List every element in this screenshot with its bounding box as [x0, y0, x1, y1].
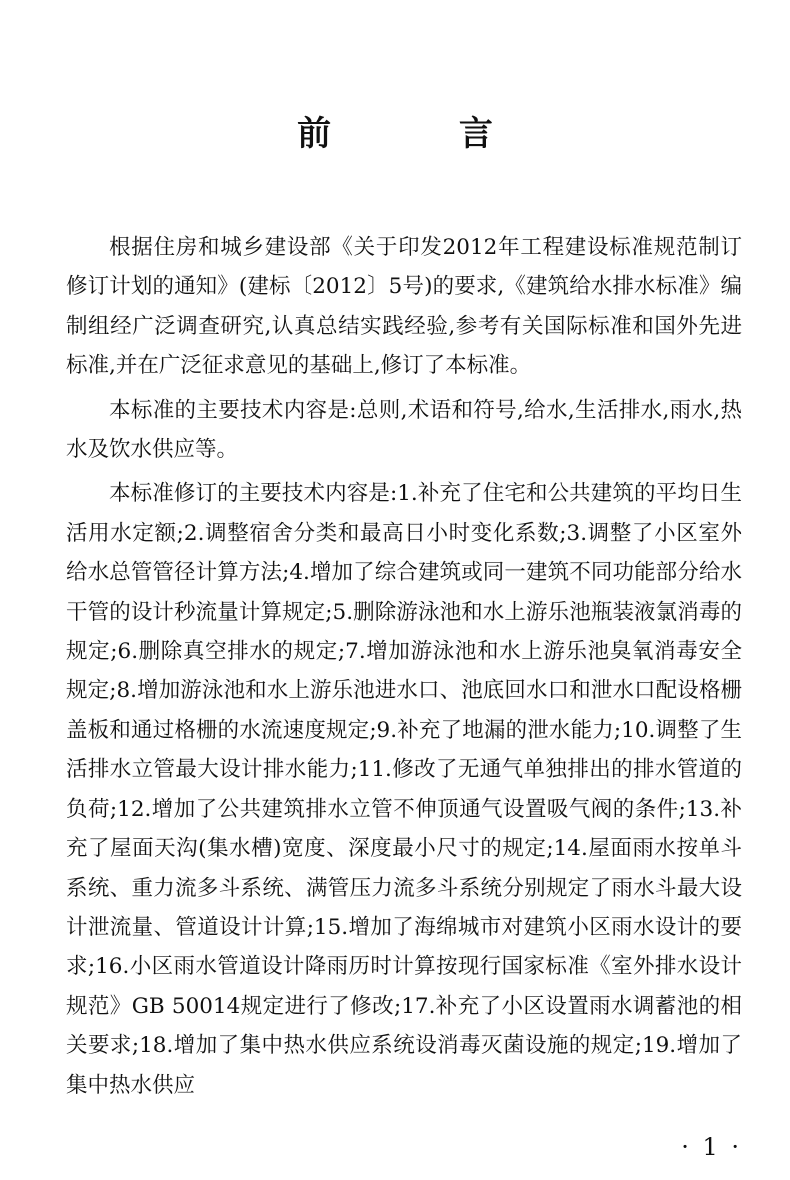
page-number: · 1 · — [681, 1133, 742, 1161]
document-body — [66, 228, 742, 1105]
paragraph-main-content: 本标准的主要技术内容是:总则,术语和符号,给水,生活排水,雨水,热水及饮水供应等。 — [66, 397, 742, 463]
paragraph-revision-content: 本标准修订的主要技术内容是:1.补充了住宅和公共建筑的平均日生活用水定额;2.调整宿舍分类和最高日小时变化系数;3.调整了小区室外给水总管管径计算方法;4.增加了综合建筑或同一建筑不同功能部分给水干管的设计秒流量计算规定;5.删除游泳池和水上游乐池瓶装液氯消毒的规定;6.删除真空排水的规定;7.增加游泳池和水上游乐池臭氧消毒安全规定;8.增加游泳池和水上游乐池进水口、池底回水口和泄水口配设格栅盖板和通过格栅的水流速度规定;9.补充了地漏的泄水能力;10.调整了生活排水立管最大设计排水能力;11.修改了无通气单独排出的排水管道的负荷;12.增加了公共建筑排水立管不伸顶通气设置吸气阀的条件;13.补充了屋面天沟(集水槽)宽度、深度最小尺寸的规定;14.屋面雨水按单斗系统、重力流多斗系统、满管压力流多斗系统分别规定了雨水斗最大设计泄流量、管道设计计算;15.增加了海绵城市对建筑小区雨水设计的要求;16.小区雨水管道设计降雨历时计算按现行国家标准《室外排水设计规范》GB 50014规定进行了修改;17.补充了小区设置雨水调蓄池的相关要求;18.增加了集中热水供应系统设消毒灭菌设施的规定;19.增加了集中热水供应 — [66, 481, 742, 1098]
page-title: 前 言 — [297, 114, 551, 154]
paragraph-background: 根据住房和城乡建设部《关于印发2012年工程建设标准规范制订修订计划的通知》(建标〔2012〕5号)的要求,《建筑给水排水标准》编制组经广泛调查研究,认真总结实践经验,参考有关国际标准和国外先进标准,并在广泛征求意见的基础上,修订了本标准。 — [66, 235, 742, 379]
